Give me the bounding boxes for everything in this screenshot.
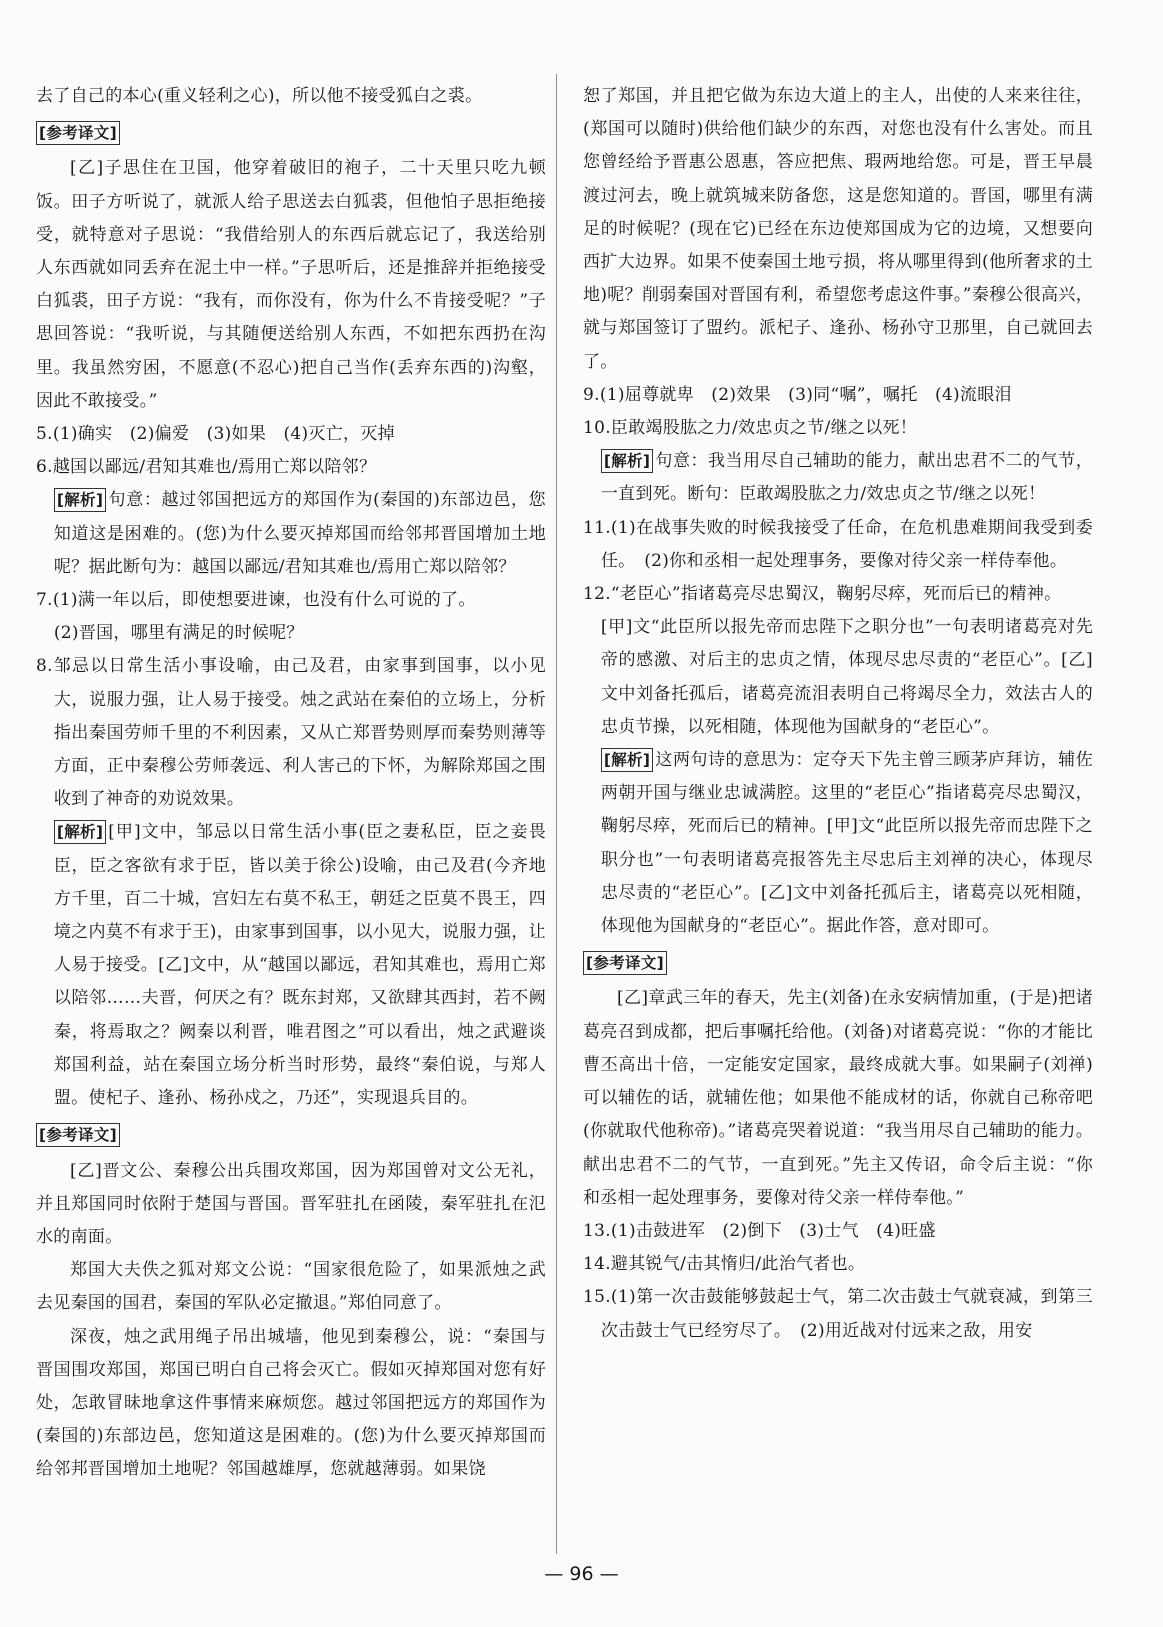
- analysis-text: 这两句诗的意思为：定夺天下先主曾三顾茅庐拜访，辅佐两朝开国与继业忠诚满腔。这里的“老臣心”指诸葛亮尽忠蜀汉，鞠躬尽瘁，死而后已的精神。[甲]文“此臣所以报先帝而忠陛下之职分也”一句表明诸葛亮报答先主尽忠后主刘禅的决心，体现尽忠尽责的“老臣心”。[乙]文中刘备托孤后主，诸葛亮以死相随，体现他为国献身的“老臣心”。据此作答，意对即可。: [600, 750, 1093, 937]
- translation-paragraph: 郑国大夫佚之狐对郑文公说：“国家很危险了，如果派烛之武去见秦国的国君，秦国的军队必定撤退。”郑伯同意了。: [36, 1260, 546, 1314]
- analysis-tag: [解析]: [54, 820, 106, 844]
- answer-7-1: 7.(1)满一年以后，即使想要进谏，也没有什么可说的了。: [36, 590, 476, 611]
- translation-paragraph: 恕了郑国，并且把它做为东边大道上的主人，出使的人来来往往，(郑国可以随时)供给他们缺少的东西，对您也没有什么害处。而且您曾经给予晋惠公恩惠，答应把焦、瑕两地给您。可是，晋王早晨渡过河去，晚上就筑城来防备您，这是您知道的。晋国，哪里有满足的时候呢？(现在它)已经在东边使郑国成为它的边境，又想要向西扩大边界。如果不使秦国土地亏损，将从哪里得到(他所奢求的土地)呢？削弱秦国对晋国有利，希望您考虑这件事。”秦穆公很高兴，就与郑国签订了盟约。派杞子、逢孙、杨孙守卫那里，自己就回去了。: [583, 86, 1093, 372]
- translation-paragraph: [乙]章武三年的春天，先主(刘备)在永安病情加重，(于是)把诸葛亮召到成都，把后事嘱托给他。(刘备)对诸葛亮说：“你的才能比曹丕高出十倍，一定能安定国家，最终成就大事。如果嗣子(刘禅)可以辅佐的话，就辅佐他；如果他不能成材的话，你就自己称帝吧(你就取代他称帝)。”诸葛亮哭着说道：“我当用尽自己辅助的能力。献出忠君不二的气节，一直到死。”先主又传诏，命令后主说：“你和丞相一起处理事务，要像对待父亲一样侍奉他。”: [583, 988, 1093, 1208]
- answer-15: 15.(1)第一次击鼓能够鼓起士气，第二次击鼓士气就衰减，到第三次击鼓士气已经穷尽了。 (2)用近战对付远来之敌，用安: [583, 1287, 1093, 1341]
- answer-5: 5.(1)确实 (2)偏爱 (3)如果 (4)灭亡，灭掉: [36, 424, 395, 445]
- answer-6: 6.越国以鄙远/君知其难也/焉用亡郑以陪邻？: [36, 457, 377, 478]
- translation-paragraph: [乙]子思住在卫国，他穿着破旧的袍子，二十天里只吃九顿饭。田子方听说了，就派人给子思送去白狐裘，但他怕子思拒绝接受，就特意对子思说：“我借给别人的东西后就忘记了，我送给别人东西就如同丢弃在泥土中一样。”子思听后，还是推辞并拒绝接受白狐裘，田子方说：“我有，而你没有，你为什么不肯接受呢？”子思回答说：“我听说，与其随便送给别人东西，不如把东西扔在沟里。我虽然穷困，不愿意(不忍心)把自己当作(丢弃东西的)沟壑，因此不敢接受。”: [36, 158, 546, 411]
- right-column: [583, 80, 1093, 1348]
- translation-paragraph: 深夜，烛之武用绳子吊出城墙，他见到秦穆公，说：“秦国与晋国围攻郑国，郑国已明白自己将会灭亡。假如灭掉郑国对您有好处，怎敢冒昧地拿这件事情来麻烦您。越过邻国把远方的郑国作为(秦国的)东部边邑，您知道这是困难的。(您)为什么要灭掉郑国而给邻邦晋国增加土地呢？邻国越雄厚，您就越薄弱。如果饶: [36, 1326, 546, 1480]
- analysis-10: [583, 445, 1093, 511]
- analysis-tag: [解析]: [54, 488, 106, 512]
- answer-12: 12.“老臣心”指诸葛亮尽忠蜀汉，鞠躬尽瘁，死而后已的精神。: [583, 584, 1062, 605]
- answer-14: 14.避其锐气/击其惰归/此治气者也。: [583, 1254, 866, 1275]
- answer-13: 13.(1)击鼓进军 (2)倒下 (3)士气 (4)旺盛: [583, 1220, 936, 1241]
- reference-translation-heading: [583, 947, 1093, 980]
- reference-translation-heading: [36, 117, 546, 150]
- analysis-12: [583, 744, 1093, 943]
- reference-translation-tag: [参考译文]: [583, 951, 667, 975]
- analysis-tag: [解析]: [601, 748, 653, 772]
- analysis-6: [36, 484, 546, 584]
- page-number: — 96 —: [544, 1563, 619, 1585]
- reference-translation-tag: [参考译文]: [36, 121, 120, 145]
- translation-paragraph: [乙]晋文公、秦穆公出兵围攻郑国，因为郑国曾对文公无礼，并且郑国同时依附于楚国与晋国。晋军驻扎在函陵，秦军驻扎在氾水的南面。: [36, 1160, 546, 1247]
- analysis-text: [甲]文中，邹忌以日常生活小事(臣之妻私臣，臣之妾畏臣，臣之客欲有求于臣，皆以美于徐公)设喻，由己及君(今齐地方千里，百二十城，宫妇左右莫不私王，朝廷之臣莫不畏王，四境之内莫不有求于王)，由家事到国事，以小见大，说服力强，让人易于接受。[乙]文中，从“越国以鄙远，君知其难也，焉用亡郑以陪邻……夫晋，何厌之有？既东封郑，又欲肆其西封，若不阙秦，将焉取之？阙秦以利晋，唯君图之”可以看出，烛之武避谈郑国利益，站在秦国立场分析当时形势，最终“秦伯说，与郑人盟。使杞子、逢孙、杨孙戍之，乃还”，实现退兵目的。: [53, 822, 546, 1109]
- paragraph: 去了自己的本心(重义轻利之心)，所以他不接受狐白之裘。: [36, 86, 483, 106]
- analysis-8: [36, 816, 546, 1115]
- reference-translation-heading: [36, 1119, 546, 1152]
- answer-7-2: (2)晋国，哪里有满足的时候呢？: [53, 623, 304, 644]
- reference-translation-tag: [参考译文]: [36, 1123, 120, 1147]
- answer-8: 8.邹忌以日常生活小事设喻，由己及君，由家事到国事，以小见大，说服力强，让人易于接受。烛之武站在秦伯的立场上，分析指出秦国劳师千里的不利因素，又从亡郑晋势则厚而秦势则薄等方面，正中秦穆公劳师袭远、利人害己的下怀，为解除郑国之围收到了神奇的劝说效果。: [36, 656, 546, 810]
- answer-12-detail: [甲]文“此臣所以报先帝而忠陛下之职分也”一句表明诸葛亮对先帝的感激、对后主的忠贞之情，体现尽忠尽责的“老臣心”。[乙]文中刘备托孤后，诸葛亮流泪表明自己将竭尽全力，效法古人的忠贞节操，以死相随，体现他为国献身的“老臣心”。: [600, 617, 1093, 737]
- analysis-tag: [解析]: [601, 449, 653, 473]
- answer-10: 10.臣敢竭股肱之力/效忠贞之节/继之以死！: [583, 418, 918, 439]
- analysis-text: 句意：越过邻国把远方的郑国作为(秦国的)东部边邑，您知道这是困难的。(您)为什么要灭掉郑国而给邻邦晋国增加土地呢？据此断句为：越国以鄙远/君知其难也/焉用亡郑以陪邻？: [53, 490, 546, 577]
- answer-11: 11.(1)在战事失败的时候我接受了任命，在危机患难期间我受到委任。 (2)你和丞相一起处理事务，要像对待父亲一样侍奉他。: [583, 517, 1093, 571]
- analysis-text: 句意：我当用尽自己辅助的能力，献出忠君不二的气节，一直到死。断句：臣敢竭股肱之力/效忠贞之节/继之以死！: [600, 451, 1093, 505]
- column-divider: [556, 74, 557, 1554]
- answer-9: 9.(1)屈尊就卑 (2)效果 (3)同“嘱”，嘱托 (4)流眼泪: [583, 384, 1012, 405]
- left-column: [36, 80, 546, 1487]
